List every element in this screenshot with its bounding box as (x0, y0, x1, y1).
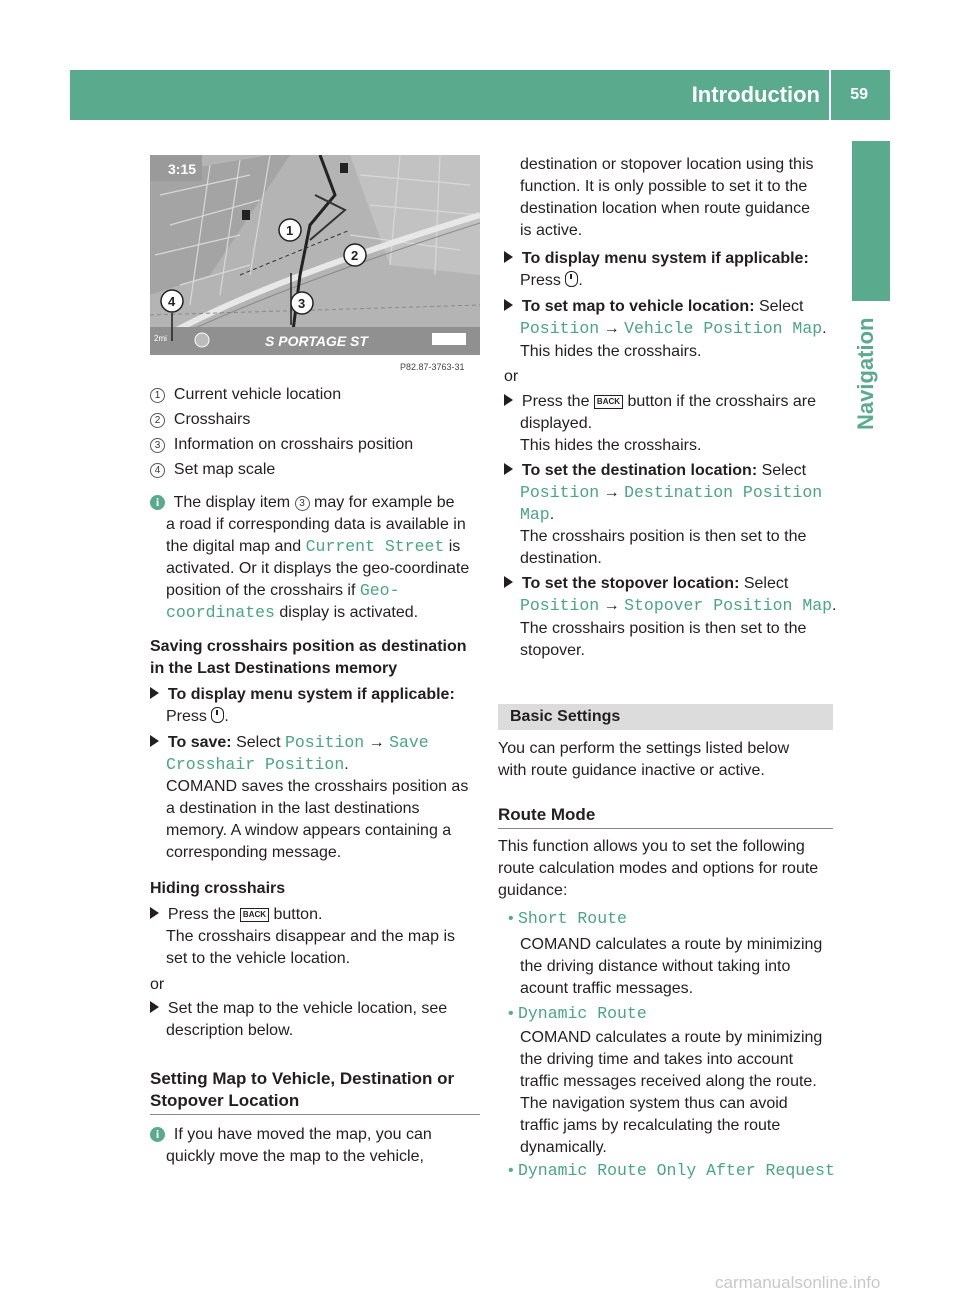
gps-signal-icon (432, 333, 466, 345)
note-line: coordinates display is activated. (166, 603, 419, 622)
step-text: The crosshairs position is then set to the (520, 528, 807, 545)
step-text: Map. (520, 505, 555, 524)
option-item: • Short Route (508, 909, 627, 928)
note-line: quickly move the map to the vehicle, (166, 1148, 424, 1165)
option-text: The navigation system thus can avoid (520, 1095, 788, 1112)
option-item: • Dynamic Route (508, 1004, 647, 1023)
info-icon: i (150, 1127, 165, 1142)
paragraph-line: destination location when route guidance (520, 200, 810, 217)
callout-3 (291, 292, 313, 314)
navigation-map-figure (150, 155, 480, 355)
step: Press the BACK button. (150, 904, 322, 926)
step-text: a destination in the last destinations (166, 800, 420, 817)
map-scale[interactable]: 2mi (154, 334, 167, 343)
step-text: set to the vehicle location. (166, 950, 351, 967)
section-divider (150, 1114, 480, 1115)
section-heading: Hiding crosshairs (150, 880, 286, 897)
section-heading: Basic Settings (510, 708, 621, 725)
option-item: • Dynamic Route Only After Request (508, 1161, 835, 1180)
compass-icon (195, 333, 209, 347)
watermark: carmanualsonline.info (715, 1273, 881, 1292)
step-text: This hides the crosshairs. (520, 343, 702, 360)
step: To display menu system if applicable: (150, 684, 455, 706)
step-text: The crosshairs position is then set to the (520, 620, 807, 637)
step-text: Press . (520, 272, 583, 289)
section-heading: Route Mode (498, 805, 596, 824)
info-note: i The display item 3 may for example be (150, 492, 455, 514)
section-tab (852, 141, 890, 301)
note-line: the digital map and Current Street is (166, 537, 461, 556)
or-text: or (150, 976, 165, 993)
callout-2 (344, 244, 366, 266)
paragraph-line: destination or stopover location using this (520, 156, 814, 173)
step-text: displayed. (520, 415, 593, 432)
option-text: traffic jams by recalculating the route (520, 1117, 781, 1134)
section-heading: Setting Map to Vehicle, Destination or (150, 1069, 455, 1088)
step-text: Press . (166, 708, 229, 725)
svg-text:4: 4 (168, 294, 176, 309)
info-note: i If you have moved the map, you can (150, 1124, 432, 1146)
legend-item: 1 Current vehicle location (150, 384, 341, 406)
step: Set the map to the vehicle location, see (150, 998, 447, 1020)
step-text: This hides the crosshairs. (520, 437, 702, 454)
option-text: the driving time and takes into account (520, 1051, 794, 1068)
step-text: Position → Destination Position (520, 483, 823, 502)
step-text: memory. A window appears containing a (166, 822, 452, 839)
legend-item: 2 Crosshairs (150, 409, 250, 431)
section-heading: Saving crosshairs position as destination (150, 638, 467, 655)
step-text: corresponding message. (166, 844, 342, 861)
step-text: description below. (166, 1022, 294, 1039)
step-text: Position → Vehicle Position Map. (520, 319, 827, 338)
legend-item: 3 Information on crosshairs position (150, 434, 413, 456)
section-heading: in the Last Destinations memory (150, 660, 398, 677)
step-text: destination. (520, 550, 602, 567)
paragraph-line: This function allows you to set the following (498, 838, 805, 855)
map-street-name: S PORTAGE ST (265, 333, 368, 349)
step: To set the destination location: Select (504, 460, 806, 482)
svg-text:3: 3 (298, 296, 306, 311)
map-time: 3:15 (168, 161, 197, 177)
page-number: 59 (850, 86, 868, 103)
page-header (70, 70, 890, 120)
option-text: COMAND calculates a route by minimizing (520, 936, 823, 953)
note-line: a road if corresponding data is available in (166, 516, 466, 533)
back-button-icon: BACK (240, 908, 269, 922)
paragraph-line: function. It is only possible to set it to the (520, 178, 808, 195)
option-text: traffic messages received along the route. (520, 1073, 817, 1090)
option-text: acount traffic messages. (520, 980, 694, 997)
section-divider (498, 828, 833, 829)
step-text: Position → Stopover Position Map. (520, 596, 837, 615)
info-icon: i (150, 495, 165, 510)
note-line: position of the crosshairs if Geo- (166, 581, 400, 600)
step-text: COMAND saves the crosshairs position as (166, 778, 469, 795)
controller-knob-icon (211, 707, 224, 723)
controller-knob-icon (565, 271, 578, 287)
step-text: The crosshairs disappear and the map is (166, 928, 456, 945)
paragraph-line: You can perform the settings listed below (498, 740, 790, 757)
option-text: COMAND calculates a route by minimizing (520, 1029, 823, 1046)
paragraph-line: guidance: (498, 882, 568, 899)
callout-4 (161, 290, 183, 312)
step: To set the stopover location: Select (504, 573, 788, 595)
section-heading: Stopover Location (150, 1091, 300, 1110)
paragraph-line: with route guidance inactive or active. (498, 762, 765, 779)
or-text: or (504, 368, 519, 385)
note-line: activated. Or it displays the geo-coordinate (166, 560, 470, 577)
svg-text:2: 2 (351, 248, 359, 263)
header-divider (829, 70, 831, 120)
option-text: the driving distance without taking into (520, 958, 791, 975)
option-text: dynamically. (520, 1139, 607, 1156)
step: To display menu system if applicable: (504, 248, 809, 270)
legend-item: 4 Set map scale (150, 459, 275, 481)
step-text: stopover. (520, 642, 585, 659)
step: To set map to vehicle location: Select (504, 296, 803, 318)
back-button-icon: BACK (594, 395, 623, 409)
step: To save: Select Position → Save (150, 732, 429, 754)
callout-1 (279, 219, 301, 241)
step-text: Crosshair Position. (166, 755, 349, 774)
paragraph-line: route calculation modes and options for route (498, 860, 819, 877)
step: Press the BACK button if the crosshairs are (504, 391, 816, 413)
paragraph-line: is active. (520, 222, 583, 239)
section-tab-label: Navigation (853, 317, 878, 430)
header-title: Introduction (691, 82, 820, 107)
svg-text:1: 1 (286, 223, 294, 238)
figure-code: P82.87-3763-31 (400, 362, 465, 372)
